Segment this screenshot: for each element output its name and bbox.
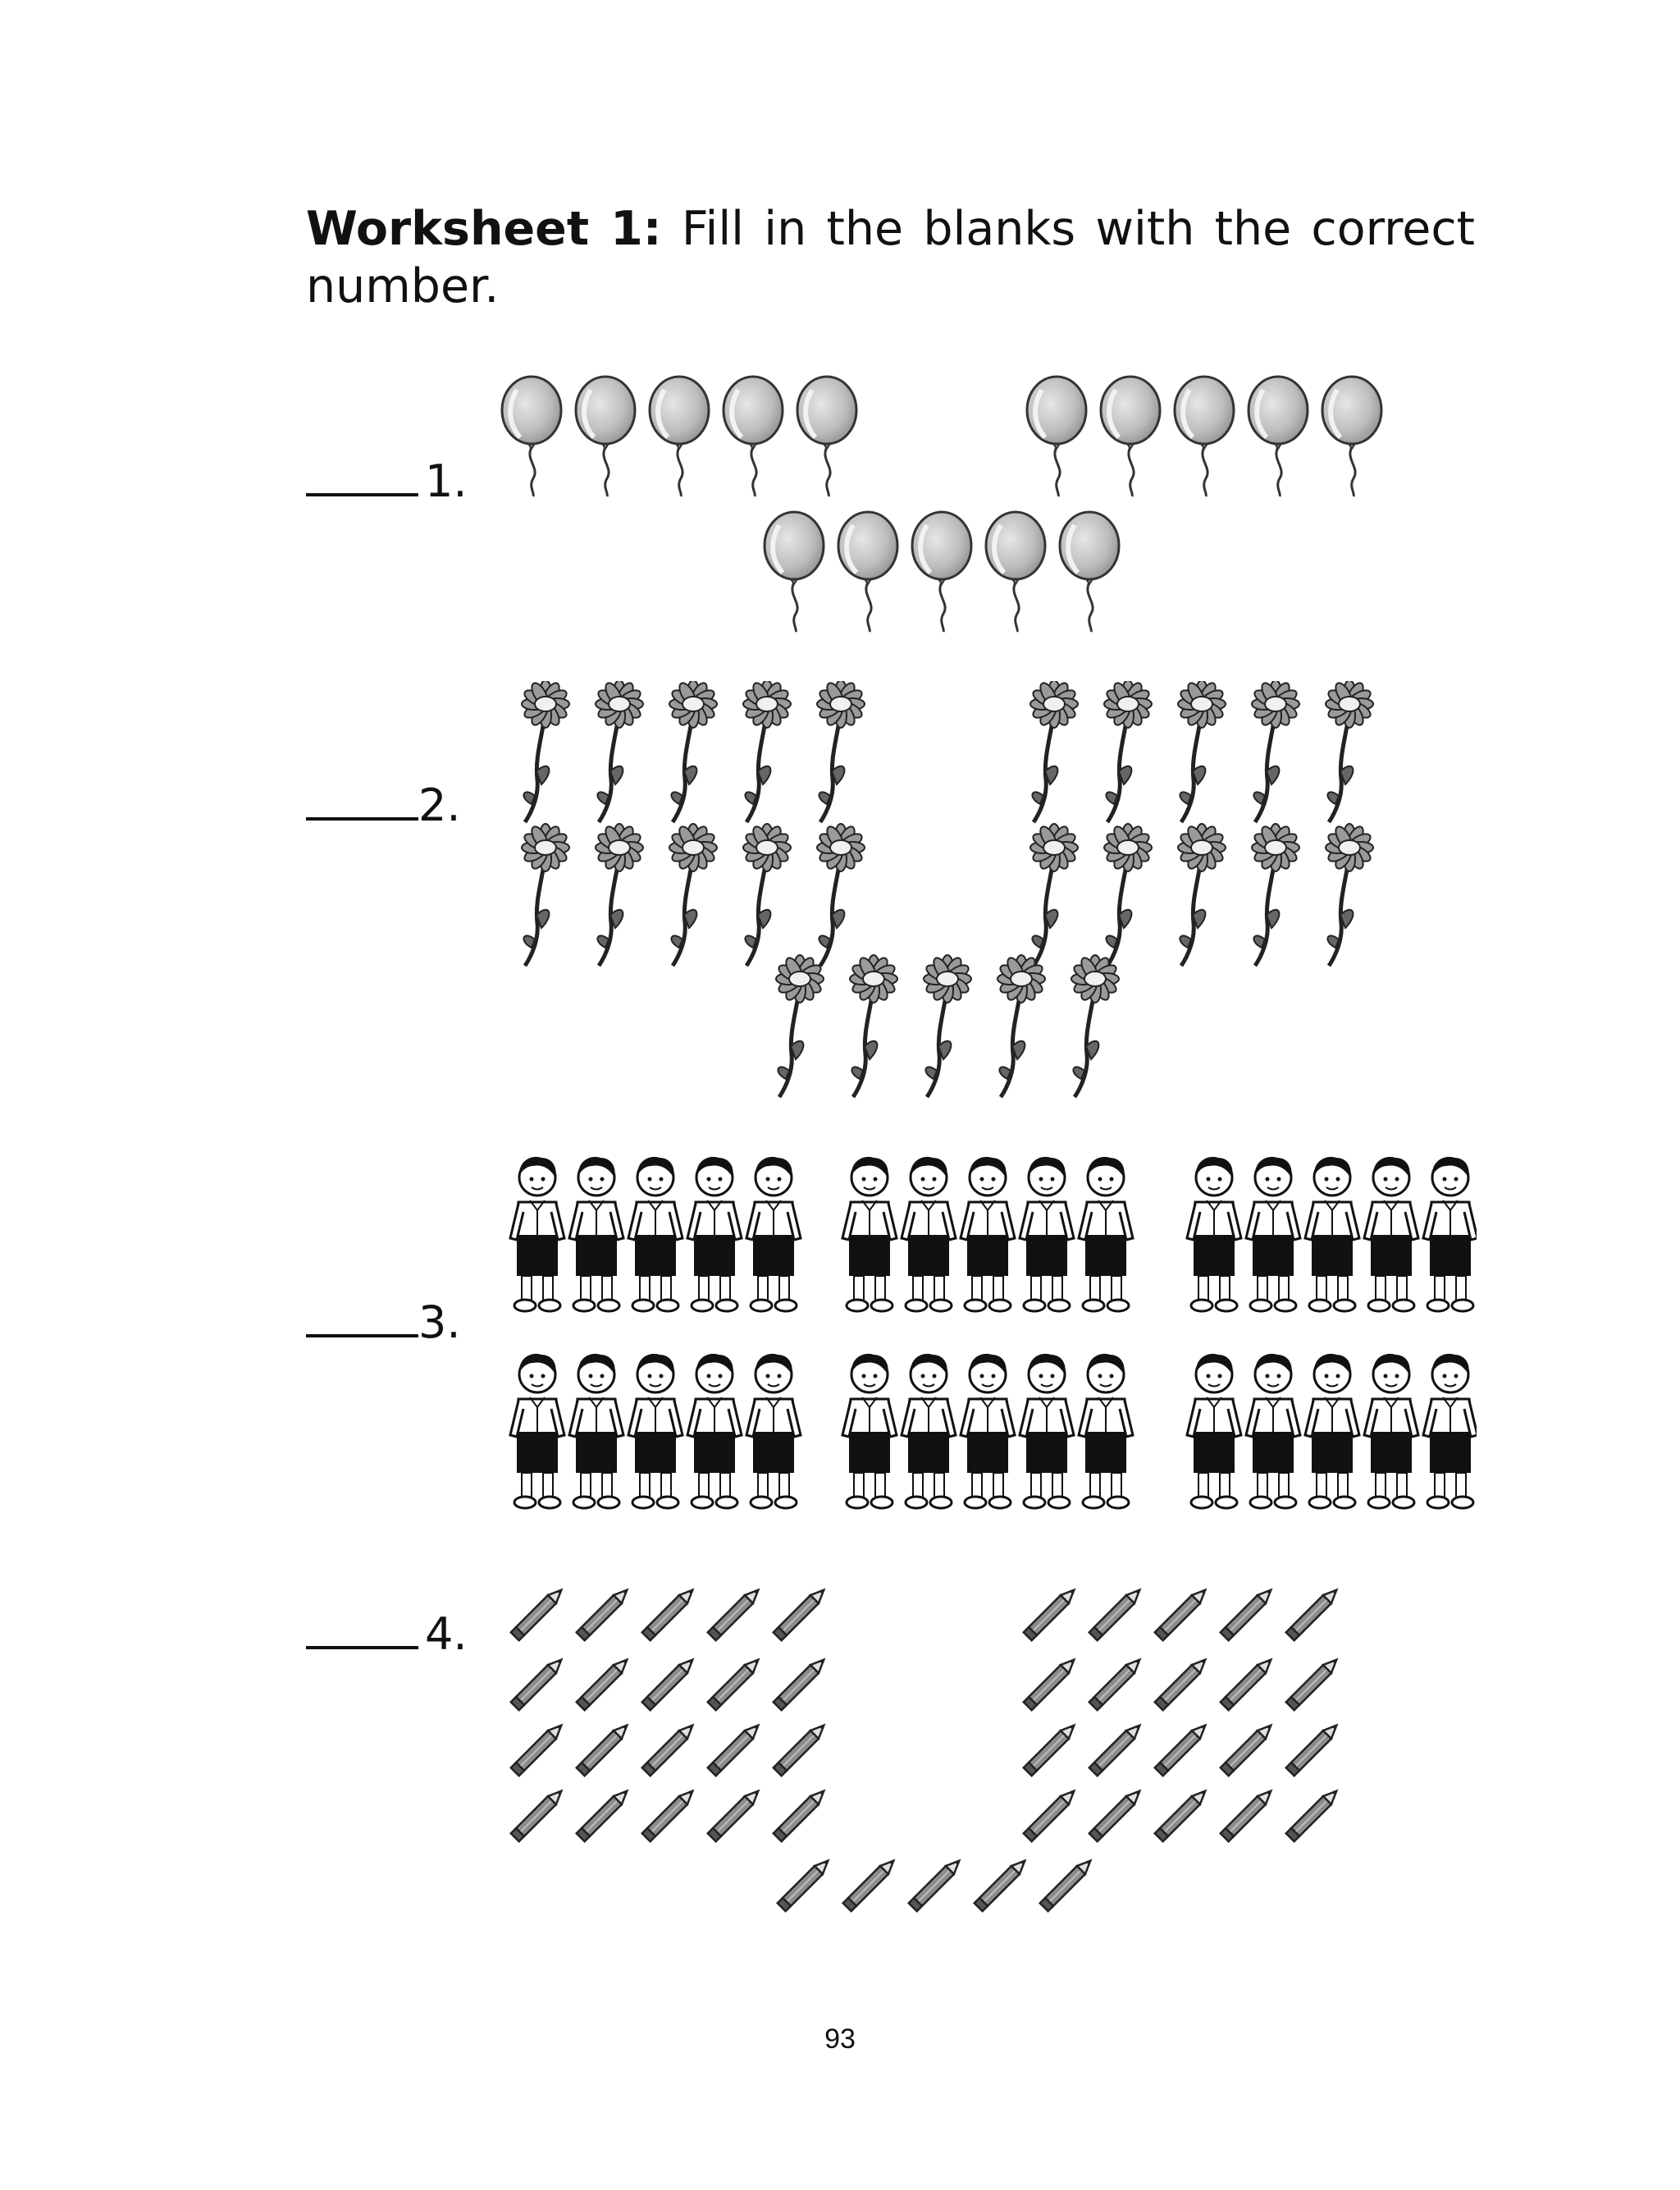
answer-blank-1[interactable] — [306, 490, 418, 496]
balloon-icon-13 — [912, 512, 971, 632]
flower-icon-17 — [1104, 824, 1152, 966]
flower-icon-24 — [998, 955, 1045, 1097]
pencil-icon-42 — [843, 1857, 897, 1911]
boy-icon-24 — [1020, 1354, 1074, 1508]
pencil-icon-39 — [1221, 1787, 1275, 1841]
pencil-icon-36 — [1024, 1787, 1078, 1841]
pencil-icon-2 — [577, 1586, 631, 1640]
flower-icon-20 — [1326, 824, 1373, 966]
balloon-icon-6 — [1027, 377, 1086, 496]
flower-icon-7 — [1104, 681, 1152, 822]
balloon-icon-1 — [502, 377, 561, 496]
flower-icon-9 — [1252, 681, 1299, 822]
boy-icon-23 — [961, 1354, 1015, 1508]
pencil-icon-43 — [909, 1857, 963, 1911]
boy-icon-15 — [1423, 1157, 1477, 1311]
boy-icon-27 — [1246, 1354, 1300, 1508]
boy-icon-16 — [510, 1354, 564, 1508]
item-4-label — [306, 1608, 468, 1660]
pencil-icon-11 — [511, 1656, 565, 1710]
boy-icon-1 — [510, 1157, 564, 1311]
flower-icon-12 — [596, 824, 643, 966]
flower-icon-19 — [1252, 824, 1299, 966]
balloon-icon-11 — [765, 512, 824, 632]
flower-icon-13 — [669, 824, 717, 966]
worksheet-title-bold: Worksheet 1: — [306, 202, 662, 256]
flower-icon-2 — [596, 681, 643, 822]
pencil-icon-45 — [1040, 1857, 1094, 1911]
flower-icon-4 — [743, 681, 791, 822]
pencil-icon-6 — [1024, 1586, 1078, 1640]
pencil-icon-10 — [1286, 1586, 1340, 1640]
pencil-icon-27 — [1089, 1721, 1144, 1776]
pencil-icon-14 — [708, 1656, 762, 1710]
boy-icon-14 — [1364, 1157, 1418, 1311]
boy-icon-7 — [902, 1157, 956, 1311]
item-1-label — [306, 455, 468, 507]
boy-icon-13 — [1305, 1157, 1359, 1311]
boy-icon-22 — [902, 1354, 956, 1508]
item-3-children — [509, 1145, 1477, 1538]
flower-icon-1 — [522, 681, 569, 822]
item-4-number: 4. — [425, 1608, 468, 1660]
answer-blank-4[interactable] — [306, 1643, 418, 1649]
pencil-icon-23 — [642, 1721, 696, 1776]
pencil-icon-1 — [511, 1586, 565, 1640]
pencil-icon-35 — [774, 1787, 828, 1841]
item-2-label — [306, 780, 461, 831]
flower-icon-21 — [776, 955, 824, 1097]
pencil-icon-30 — [1286, 1721, 1340, 1776]
boy-icon-28 — [1305, 1354, 1359, 1508]
boy-icon-4 — [687, 1157, 742, 1311]
balloon-icon-12 — [838, 512, 897, 632]
boy-icon-12 — [1246, 1157, 1300, 1311]
flower-icon-18 — [1178, 824, 1226, 966]
pencil-icon-28 — [1155, 1721, 1209, 1776]
flower-icon-14 — [743, 824, 791, 966]
item-2-flowers — [500, 681, 1403, 1100]
item-1-number: 1. — [425, 455, 468, 507]
flower-icon-11 — [522, 824, 569, 966]
flower-icon-25 — [1071, 955, 1119, 1097]
boy-icon-10 — [1079, 1157, 1133, 1311]
worksheet-instruction: Fill in the blanks with the correct number. — [306, 202, 1476, 313]
pencil-icon-40 — [1286, 1787, 1340, 1841]
page-number: 93 — [824, 2023, 856, 2055]
balloon-icon-5 — [797, 377, 856, 496]
pencil-icon-31 — [511, 1787, 565, 1841]
balloon-icon-14 — [986, 512, 1045, 632]
balloon-icon-15 — [1060, 512, 1119, 632]
item-4-pencils — [509, 1584, 1395, 1928]
pencil-icon-12 — [577, 1656, 631, 1710]
pencil-icon-33 — [642, 1787, 696, 1841]
balloon-icon-10 — [1322, 377, 1381, 496]
pencil-icon-38 — [1155, 1787, 1209, 1841]
balloon-icon-7 — [1101, 377, 1160, 496]
pencil-icon-21 — [511, 1721, 565, 1776]
boy-icon-18 — [628, 1354, 682, 1508]
balloon-icon-2 — [576, 377, 635, 496]
pencil-icon-17 — [1089, 1656, 1144, 1710]
flower-icon-23 — [924, 955, 971, 1097]
boy-icon-6 — [842, 1157, 897, 1311]
pencil-icon-9 — [1221, 1586, 1275, 1640]
pencil-icon-34 — [708, 1787, 762, 1841]
flower-icon-22 — [850, 955, 897, 1097]
pencil-icon-32 — [577, 1787, 631, 1841]
pencil-icon-15 — [774, 1656, 828, 1710]
boy-icon-17 — [569, 1354, 623, 1508]
pencil-icon-13 — [642, 1656, 696, 1710]
boy-icon-30 — [1423, 1354, 1477, 1508]
pencil-icon-29 — [1221, 1721, 1275, 1776]
flower-icon-6 — [1030, 681, 1078, 822]
pencil-icon-20 — [1286, 1656, 1340, 1710]
flower-icon-16 — [1030, 824, 1078, 966]
flower-icon-8 — [1178, 681, 1226, 822]
pencil-icon-18 — [1155, 1656, 1209, 1710]
flower-icon-10 — [1326, 681, 1373, 822]
boy-icon-2 — [569, 1157, 623, 1311]
pencil-icon-19 — [1221, 1656, 1275, 1710]
boy-icon-25 — [1079, 1354, 1133, 1508]
item-3-number: 3. — [418, 1296, 461, 1348]
balloon-icon-9 — [1249, 377, 1308, 496]
boy-icon-11 — [1187, 1157, 1241, 1311]
item-1-balloons — [484, 361, 1403, 640]
pencil-icon-4 — [708, 1586, 762, 1640]
pencil-icon-16 — [1024, 1656, 1078, 1710]
boy-icon-19 — [687, 1354, 742, 1508]
pencil-icon-41 — [778, 1857, 832, 1911]
pencil-icon-3 — [642, 1586, 696, 1640]
pencil-icon-8 — [1155, 1586, 1209, 1640]
answer-blank-2[interactable] — [306, 814, 418, 821]
pencil-icon-24 — [708, 1721, 762, 1776]
boy-icon-9 — [1020, 1157, 1074, 1311]
boy-icon-26 — [1187, 1354, 1241, 1508]
pencil-icon-44 — [975, 1857, 1029, 1911]
boy-icon-20 — [746, 1354, 801, 1508]
pencil-icon-5 — [774, 1586, 828, 1640]
flower-icon-3 — [669, 681, 717, 822]
boy-icon-21 — [842, 1354, 897, 1508]
worksheet-title — [306, 200, 1475, 315]
boy-icon-5 — [746, 1157, 801, 1311]
item-3-label — [306, 1296, 461, 1348]
flower-icon-5 — [817, 681, 865, 822]
balloon-icon-8 — [1175, 377, 1234, 496]
pencil-icon-26 — [1024, 1721, 1078, 1776]
pencil-icon-7 — [1089, 1586, 1144, 1640]
answer-blank-3[interactable] — [306, 1331, 418, 1337]
pencil-icon-25 — [774, 1721, 828, 1776]
boy-icon-29 — [1364, 1354, 1418, 1508]
balloon-icon-4 — [724, 377, 783, 496]
item-2-number: 2. — [418, 780, 461, 831]
pencil-icon-37 — [1089, 1787, 1144, 1841]
balloon-icon-3 — [650, 377, 709, 496]
boy-icon-8 — [961, 1157, 1015, 1311]
boy-icon-3 — [628, 1157, 682, 1311]
flower-icon-15 — [817, 824, 865, 966]
pencil-icon-22 — [577, 1721, 631, 1776]
